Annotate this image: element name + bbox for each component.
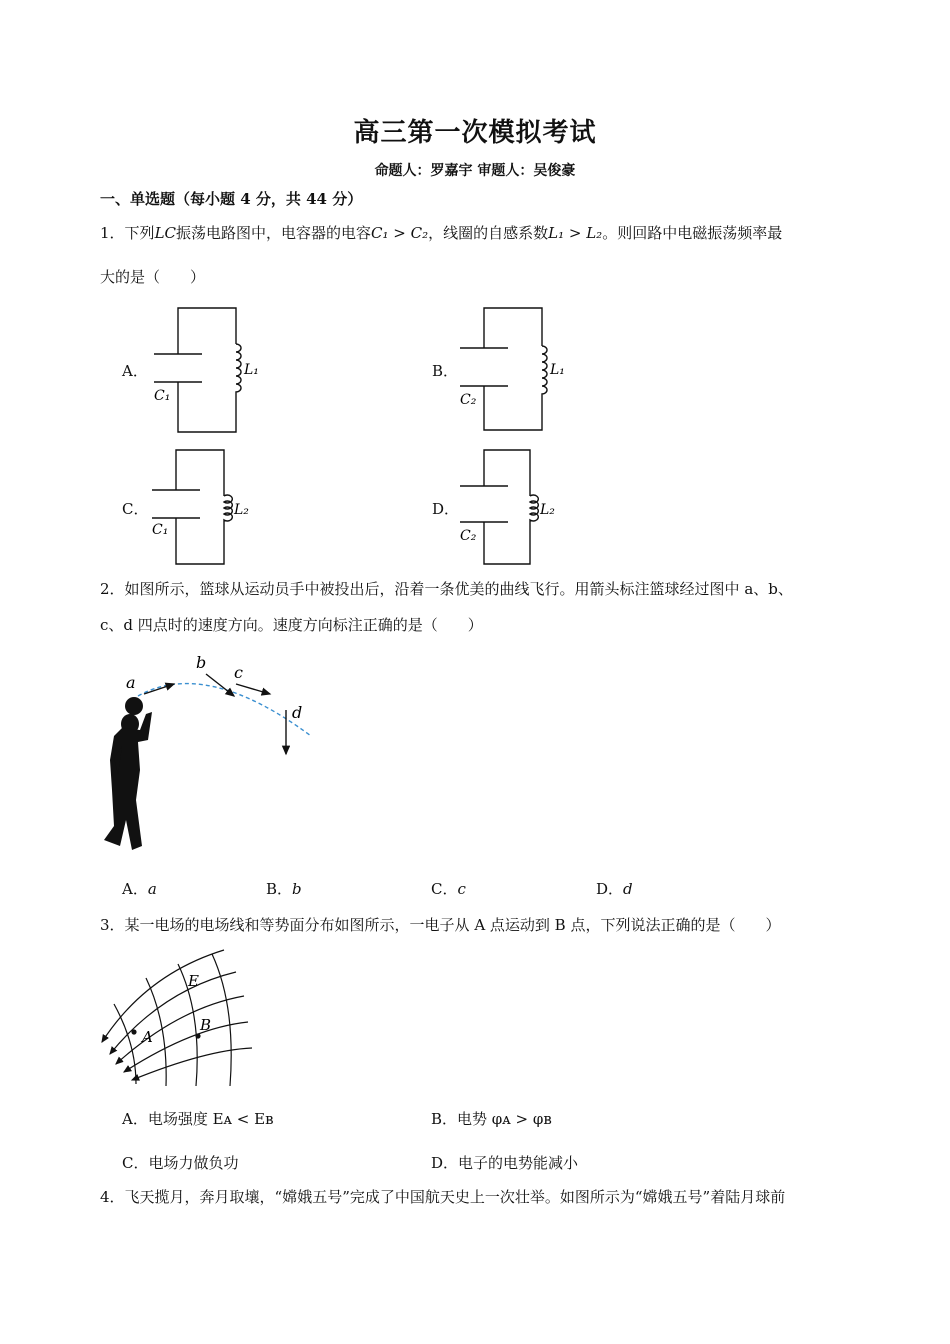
q2-option-a: A．a (122, 880, 157, 898)
section-heading: 一、单选题（每小题 4 分，共 44 分） (100, 190, 363, 208)
capacitor-label: C₁ (154, 388, 171, 404)
question-2-text: 2．如图所示，篮球从运动员手中被投出后，沿着一条优美的曲线飞行。用箭头标注篮球经过图中 a、b、 (100, 580, 793, 598)
point-b-dot (195, 1033, 200, 1038)
field-line (110, 972, 236, 1054)
q1-option-b-label: B． (432, 362, 459, 380)
q2-option-b: B．b (266, 880, 302, 898)
circuit-c-diagram (140, 446, 270, 570)
authors-line: 命题人：罗嘉宇 审题人：吴俊豪 (374, 163, 576, 179)
q3-option-b: B．电势 φᴀ > φʙ (431, 1110, 552, 1128)
page-title: 高三第一次模拟考试 (353, 118, 597, 148)
question-1-text-line2: 大的是（ ） (100, 268, 206, 286)
point-a-dot (131, 1029, 136, 1034)
q1-option-d-label: D． (432, 500, 460, 518)
inductor-label: L₂ (234, 502, 249, 518)
inductor-label: L₂ (540, 502, 555, 518)
arrow-a (144, 684, 174, 694)
electric-field-diagram (96, 944, 256, 1090)
player-silhouette (104, 697, 152, 850)
question-4-text: 4．飞天揽月，奔月取壤，“嫦娥五号”完成了中国航天史上一次壮举。如图所示为“嫦娥五号”着陆月球前 (100, 1188, 786, 1206)
question-2-text-line2: c、d 四点时的速度方向。速度方向标注正确的是（ ） (100, 616, 483, 634)
label-b: B (200, 1016, 212, 1034)
capacitor-label: C₁ (152, 522, 169, 538)
arrow-b (206, 674, 234, 696)
question-3-text: 3．某一电场的电场线和等势面分布如图所示，一电子从 A 点运动到 B 点，下列说法正确的是（ ） (100, 916, 781, 934)
basketball-diagram (96, 650, 326, 860)
capacitor-label: C₂ (460, 392, 477, 408)
circuit-d-diagram (446, 446, 576, 570)
arrow-c (236, 684, 270, 694)
field-line (132, 1048, 252, 1080)
capacitor-label: C₂ (460, 528, 477, 544)
q3-option-c: C．电场力做负功 (122, 1154, 239, 1172)
label-a: A (142, 1028, 153, 1046)
question-number: 3． (100, 916, 125, 934)
point-label-c: c (234, 663, 243, 682)
q2-option-c: C．c (431, 880, 466, 898)
point-label-a: a (126, 673, 136, 692)
point-label-d: d (292, 703, 303, 722)
question-1-text: 1．下列LC振荡电路图中，电容器的电容C₁ > C₂，线圈的自感系数L₁ > L₂。则回路中电磁振荡频率最 (100, 224, 783, 242)
q3-option-d: D．电子的电势能减小 (431, 1154, 579, 1172)
inductor-label: L₁ (244, 362, 259, 378)
inductor-label: L₁ (550, 362, 565, 378)
label-e: E (188, 972, 199, 990)
question-number: 1． (100, 224, 125, 242)
q1-option-a-label: A． (122, 362, 148, 380)
q2-option-d: D．d (596, 880, 633, 898)
question-number: 2． (100, 580, 125, 598)
circuit-b-diagram (446, 302, 586, 438)
q1-option-c-label: C． (122, 500, 149, 518)
q3-option-a: A．电场强度 Eᴀ < Eʙ (122, 1110, 274, 1128)
point-label-b: b (196, 653, 207, 672)
question-number: 4． (100, 1188, 125, 1206)
circuit-a-diagram (140, 300, 280, 440)
trajectory-curve (138, 684, 311, 736)
